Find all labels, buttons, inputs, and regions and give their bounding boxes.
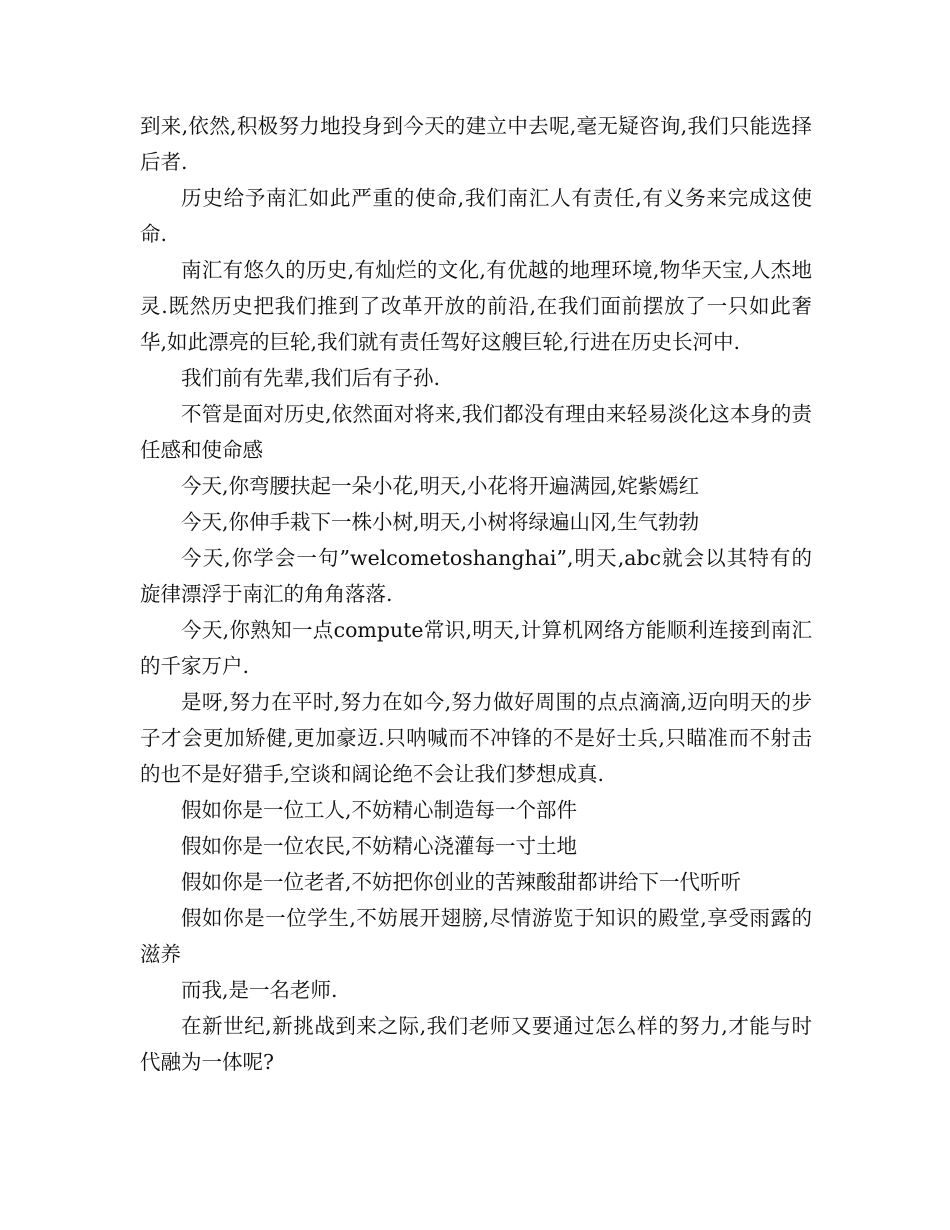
paragraph-7: 今天,你伸手栽下一株小树,明天,小树将绿遍山冈,生气勃勃: [181, 510, 700, 534]
paragraph-9: 今天,你熟知一点compute常识,明天,计算机网络方能顺利连接到南汇的千家万户.: [140, 618, 812, 678]
paragraph-15: 而我,是一名老师.: [181, 978, 338, 1002]
paragraph-4: 我们前有先辈,我们后有子孙.: [181, 366, 441, 390]
paragraph-10: 是呀,努力在平时,努力在如今,努力做好周围的点点滴滴,迈向明天的步子才会更加矫健,更加豪迈.只呐喊而不冲锋的不是好士兵,只瞄准而不射击的也不是好猎手,空谈和阔论绝不会让我们梦想成真.: [140, 690, 812, 786]
paragraph-12: 假如你是一位农民,不妨精心浇灌每一寸土地: [181, 834, 578, 858]
paragraph-6: 今天,你弯腰扶起一朵小花,明天,小花将开遍满园,姹紫嫣红: [181, 474, 700, 498]
paragraph-5: 不管是面对历史,依然面对将来,我们都没有理由来轻易淡化这本身的责任感和使命感: [140, 402, 812, 462]
paragraph-11: 假如你是一位工人,不妨精心制造每一个部件: [181, 798, 578, 822]
paragraph-13: 假如你是一位老者,不妨把你创业的苦辣酸甜都讲给下一代听听: [181, 870, 742, 894]
paragraph-2: 历史给予南汇如此严重的使命,我们南汇人有责任,有义务来完成这使命.: [140, 186, 812, 246]
paragraph-3: 南汇有悠久的历史,有灿烂的文化,有优越的地理环境,物华天宝,人杰地灵.既然历史把我们推到了改革开放的前沿,在我们面前摆放了一只如此奢华,如此漂亮的巨轮,我们就有责任驾好这艘巨轮,行进在历史长河中.: [140, 258, 812, 354]
paragraph-1: 到来,依然,积极努力地投身到今天的建立中去呢,毫无疑咨询,我们只能选择后者.: [140, 114, 812, 174]
paragraph-14: 假如你是一位学生,不妨展开翅膀,尽情游览于知识的殿堂,享受雨露的滋养: [140, 906, 812, 966]
paragraph-16: 在新世纪,新挑战到来之际,我们老师又要通过怎么样的努力,才能与时代融为一体呢?: [140, 1014, 812, 1074]
document-page: [140, 108, 812, 1080]
paragraph-8: 今天,你学会一句”welcometoshanghai”,明天,abc就会以其特有的旋律漂浮于南汇的角角落落.: [140, 546, 812, 606]
